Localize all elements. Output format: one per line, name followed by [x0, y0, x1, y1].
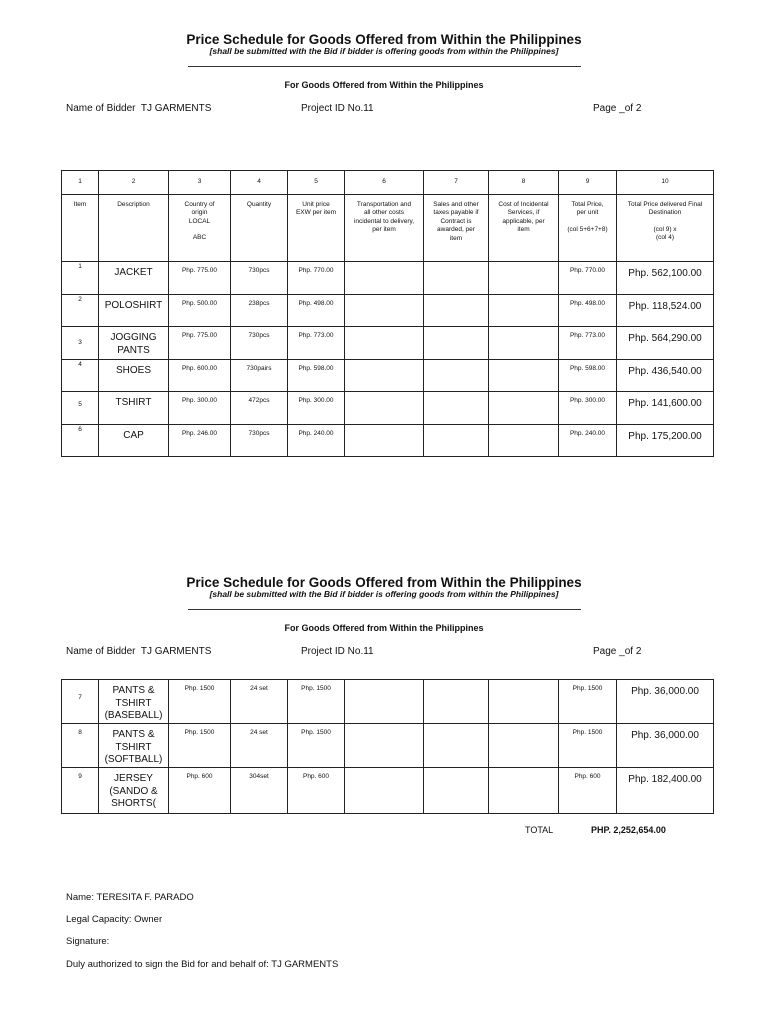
col-num: 7	[424, 171, 489, 195]
row-qty-cell	[231, 360, 288, 392]
header-description	[99, 195, 169, 262]
header-taxes-line: Contract is	[440, 217, 472, 225]
row-abc: Php. 600	[186, 773, 213, 780]
row-total-unit-cell	[559, 425, 617, 457]
row-qty-cell	[231, 327, 288, 360]
column-header-row	[62, 195, 714, 262]
bidder-name-2	[66, 646, 211, 657]
row-description-line: SHORTS(	[111, 798, 156, 809]
section-heading: For Goods Offered from Within the Philippines	[284, 80, 484, 90]
table-row	[62, 392, 714, 425]
row-abc-cell	[169, 327, 231, 360]
header-taxes-line: taxes payable if	[433, 209, 479, 217]
header-incidental-line: item	[517, 226, 530, 234]
row-total-cell	[617, 680, 714, 724]
row-abc-cell	[169, 724, 231, 768]
row-abc: Php. 775.00	[181, 267, 218, 274]
table-row	[62, 327, 714, 360]
row-quantity: 472pcs	[248, 397, 270, 404]
row-total-unit-cell	[559, 680, 617, 724]
project-id: Project ID No.11	[301, 103, 374, 114]
row-item-cell	[62, 724, 99, 768]
row-abc-cell	[169, 392, 231, 425]
row-incidental-cell	[489, 360, 559, 392]
row-total-cell	[617, 724, 714, 768]
row-description-line: POLOSHIRT	[104, 300, 163, 311]
column-number-row	[62, 171, 714, 195]
row-incidental-cell	[489, 425, 559, 457]
header-item-text: Item	[73, 201, 87, 208]
row-unit-cell	[288, 425, 345, 457]
row-unit-cell	[288, 392, 345, 425]
header-taxes	[424, 195, 489, 262]
col-num: 1	[62, 171, 99, 195]
header-total-delivered-formula: (col 4)	[655, 234, 675, 242]
page-number-2: Page _of 2	[593, 646, 642, 657]
table-row	[62, 360, 714, 392]
row-item: 1	[78, 263, 82, 270]
row-total-unit: Php. 770.00	[569, 267, 606, 274]
row-description-cell	[99, 360, 169, 392]
row-unit-price: Php. 1500	[301, 729, 331, 736]
page-title-2: Price Schedule for Goods Offered from Within the Philippines	[186, 575, 582, 590]
row-unit-price: Php. 1500	[301, 685, 331, 692]
header-total-unit-line: Total Price,	[571, 201, 604, 208]
row-total-unit: Php. 240.00	[569, 430, 606, 437]
signature-line: Signature:	[66, 936, 110, 947]
row-incidental-cell	[489, 680, 559, 724]
row-description-cell	[99, 425, 169, 457]
header-taxes-line: item	[449, 234, 463, 242]
row-total-cell	[617, 768, 714, 814]
row-total-delivered: Php. 562,100.00	[628, 268, 702, 279]
row-unit-price: Php. 600	[302, 773, 330, 780]
row-total-cell	[617, 262, 714, 295]
row-total-unit-cell	[559, 360, 617, 392]
page-subtitle: [shall be submitted with the Bid if bidder is offering goods from within the Philippines]	[209, 46, 559, 56]
row-transport-cell	[345, 262, 424, 295]
header-item	[62, 195, 99, 262]
row-total-unit: Php. 598.00	[569, 365, 606, 372]
col-num: 4	[231, 171, 288, 195]
row-taxes-cell	[424, 680, 489, 724]
row-quantity: 24 set	[250, 685, 268, 692]
row-unit-cell	[288, 262, 345, 295]
row-total-cell	[617, 425, 714, 457]
row-description-line: SHOES	[115, 365, 151, 376]
header-taxes-line: Sales and other	[433, 201, 479, 208]
grand-total: PHP. 2,252,654.00	[591, 825, 666, 835]
row-quantity: 730pairs	[246, 365, 272, 372]
row-qty-cell	[231, 724, 288, 768]
table-row	[62, 262, 714, 295]
row-transport-cell	[345, 425, 424, 457]
row-unit-price: Php. 240.00	[298, 430, 334, 437]
page-subtitle-2: [shall be submitted with the Bid if bidder is offering goods from within the Philippines]	[209, 589, 559, 599]
row-item: 2	[78, 296, 82, 303]
row-unit-price: Php. 773.00	[298, 332, 334, 339]
page-title: Price Schedule for Goods Offered from Within the Philippines	[186, 32, 582, 47]
row-abc-cell	[169, 262, 231, 295]
row-description-line: PANTS	[117, 344, 150, 356]
row-qty-cell	[231, 425, 288, 457]
header-description-text: Description	[117, 201, 150, 208]
row-total-unit-cell	[559, 295, 617, 327]
row-description-cell	[99, 327, 169, 360]
row-qty-cell	[231, 392, 288, 425]
row-total-delivered: Php. 175,200.00	[628, 431, 702, 442]
header-incidental	[489, 195, 559, 262]
row-total-unit-cell	[559, 392, 617, 425]
row-taxes-cell	[424, 425, 489, 457]
header-total-delivered-line: Destination	[648, 209, 682, 217]
row-transport-cell	[345, 327, 424, 360]
title-divider	[188, 66, 581, 67]
row-incidental-cell	[489, 262, 559, 295]
row-taxes-cell	[424, 724, 489, 768]
row-total-delivered: Php. 118,524.00	[628, 301, 702, 312]
title-divider-2	[188, 609, 581, 610]
row-item-cell	[62, 262, 99, 295]
row-item: 5	[78, 401, 82, 408]
row-description-cell	[99, 680, 169, 724]
row-abc-cell	[169, 768, 231, 814]
col-num: 10	[617, 171, 714, 195]
row-description-cell	[99, 768, 169, 814]
table-row	[62, 724, 714, 768]
header-unit-price-line: EXW per item	[295, 209, 337, 217]
row-total-unit-cell	[559, 327, 617, 360]
row-incidental-cell	[489, 392, 559, 425]
header-quantity-text: Quantity	[246, 201, 272, 208]
row-total-delivered: Php. 564,290.00	[628, 333, 702, 344]
price-schedule-table-2	[61, 679, 714, 814]
bidder-name	[66, 103, 211, 114]
row-item: 8	[78, 729, 82, 736]
row-unit-cell	[288, 327, 345, 360]
row-total-delivered: Php. 182,400.00	[628, 774, 702, 785]
total-label: TOTAL	[525, 825, 554, 835]
row-total-cell	[617, 392, 714, 425]
row-item: 3	[78, 339, 82, 346]
row-description-line: (SOFTBALL)	[104, 754, 163, 765]
row-description-line: TSHIRT	[115, 397, 152, 408]
authorization-statement: Duly authorized to sign the Bid for and behalf of: TJ GARMENTS	[66, 959, 339, 970]
row-total-delivered: Php. 436,540.00	[628, 366, 702, 377]
col-num: 5	[288, 171, 345, 195]
row-unit-price: Php. 598.00	[298, 365, 334, 372]
table-row	[62, 425, 714, 457]
row-description-cell	[99, 295, 169, 327]
row-total-unit: Php. 300.00	[569, 397, 606, 404]
row-total-delivered: Php. 36,000.00	[631, 686, 699, 697]
table-row	[62, 680, 714, 724]
row-taxes-cell	[424, 295, 489, 327]
row-total-unit: Php. 773.00	[569, 332, 606, 339]
row-description-cell	[99, 392, 169, 425]
row-total-delivered: Php. 141,600.00	[628, 398, 702, 409]
row-transport-cell	[345, 724, 424, 768]
header-total-unit	[559, 195, 617, 262]
row-description-cell	[99, 262, 169, 295]
row-unit-cell	[288, 680, 345, 724]
row-description-line: JOGGING	[110, 332, 157, 343]
row-quantity: 24 set	[250, 729, 268, 736]
row-quantity: 730pcs	[248, 430, 270, 437]
bidder-value: TJ GARMENTS	[140, 646, 212, 657]
row-description-line: PANTS &	[112, 729, 155, 740]
row-total-unit-cell	[559, 262, 617, 295]
row-unit-cell	[288, 295, 345, 327]
row-incidental-cell	[489, 768, 559, 814]
row-description-line: TSHIRT	[115, 697, 152, 709]
row-qty-cell	[231, 295, 288, 327]
row-total-unit: Php. 1500	[572, 729, 603, 736]
row-abc-cell	[169, 425, 231, 457]
row-incidental-cell	[489, 295, 559, 327]
row-transport-cell	[345, 295, 424, 327]
col-num: 8	[489, 171, 559, 195]
header-total-delivered-line: Total Price delivered Final	[627, 201, 703, 208]
row-item-cell	[62, 768, 99, 814]
col-num: 6	[345, 171, 424, 195]
row-incidental-cell	[489, 327, 559, 360]
signatory-capacity: Legal Capacity: Owner	[66, 914, 163, 925]
row-description-line: (BASEBALL)	[104, 710, 163, 721]
row-quantity: 304set	[249, 773, 269, 780]
header-taxes-line: awarded, per	[437, 226, 475, 234]
row-quantity: 238pcs	[248, 300, 270, 307]
header-quantity	[231, 195, 288, 262]
header-transport-line: Transportation and	[356, 201, 412, 208]
row-transport-cell	[345, 360, 424, 392]
row-taxes-cell	[424, 262, 489, 295]
row-unit-cell	[288, 768, 345, 814]
bidder-label: Name of Bidder	[66, 103, 136, 114]
row-item-cell	[62, 360, 99, 392]
row-unit-cell	[288, 360, 345, 392]
row-abc-cell	[169, 295, 231, 327]
price-schedule-table	[61, 170, 714, 457]
row-total-unit-cell	[559, 768, 617, 814]
bidder-label: Name of Bidder	[66, 646, 136, 657]
row-description-line: JACKET	[114, 267, 153, 278]
row-unit-price: Php. 498.00	[298, 300, 334, 307]
row-transport-cell	[345, 392, 424, 425]
row-qty-cell	[231, 768, 288, 814]
row-quantity: 730pcs	[248, 267, 270, 274]
header-transportation	[345, 195, 424, 262]
row-item-cell	[62, 392, 99, 425]
header-abc: ABC	[192, 234, 207, 242]
row-total-unit: Php. 600	[574, 773, 601, 780]
row-description-line: (SANDO &	[109, 785, 158, 797]
row-description-line: PANTS &	[112, 685, 155, 696]
row-item-cell	[62, 680, 99, 724]
header-total-delivered	[617, 195, 714, 262]
row-description-line: CAP	[123, 430, 144, 441]
row-total-cell	[617, 327, 714, 360]
row-abc: Php. 775.00	[181, 332, 218, 339]
header-transport-line: all other costs	[363, 209, 405, 217]
row-transport-cell	[345, 768, 424, 814]
row-qty-cell	[231, 680, 288, 724]
row-description-line: TSHIRT	[115, 741, 152, 753]
row-taxes-cell	[424, 392, 489, 425]
row-unit-price: Php. 770.00	[298, 267, 334, 274]
row-unit-cell	[288, 724, 345, 768]
row-item: 6	[78, 426, 82, 433]
row-item-cell	[62, 327, 99, 360]
header-transport-line: per item	[372, 226, 396, 234]
row-description-cell	[99, 724, 169, 768]
row-total-unit: Php. 498.00	[569, 300, 606, 307]
header-transport-line: incidental to delivery,	[353, 217, 415, 225]
row-abc: Php. 500.00	[181, 300, 218, 307]
row-quantity: 730pcs	[248, 332, 270, 339]
row-item-cell	[62, 425, 99, 457]
row-item: 9	[78, 773, 82, 780]
header-unit-price-line: Unit price	[302, 201, 330, 208]
table-row	[62, 295, 714, 327]
header-total-delivered-formula: (col 9) x	[653, 225, 677, 233]
header-total-unit-formula: (col 5+6+7+8)	[567, 225, 608, 233]
row-taxes-cell	[424, 360, 489, 392]
row-abc: Php. 300.00	[181, 397, 218, 404]
row-taxes-cell	[424, 768, 489, 814]
row-abc-cell	[169, 360, 231, 392]
col-num: 9	[559, 171, 617, 195]
header-country-line: origin	[191, 209, 208, 217]
header-incidental-line: Services, if	[507, 209, 540, 217]
row-total-cell	[617, 295, 714, 327]
row-item: 4	[78, 361, 82, 368]
row-item-cell	[62, 295, 99, 327]
section-heading-2: For Goods Offered from Within the Philippines	[284, 623, 484, 633]
row-abc: Php. 600.00	[181, 365, 218, 372]
row-abc-cell	[169, 680, 231, 724]
row-total-cell	[617, 360, 714, 392]
row-total-delivered: Php. 36,000.00	[631, 730, 699, 741]
header-incidental-line: applicable, per	[502, 217, 545, 225]
row-qty-cell	[231, 262, 288, 295]
row-unit-price: Php. 300.00	[298, 397, 334, 404]
header-incidental-line: Cost of Incidental	[498, 201, 549, 208]
bidder-value: TJ GARMENTS	[140, 103, 212, 114]
row-abc: Php. 1500	[184, 729, 215, 736]
col-num: 2	[99, 171, 169, 195]
project-id-2: Project ID No.11	[301, 646, 374, 657]
table-row	[62, 768, 714, 814]
header-country-line: LOCAL	[188, 217, 211, 225]
row-incidental-cell	[489, 724, 559, 768]
header-total-unit-line: per unit	[576, 209, 599, 217]
row-total-unit-cell	[559, 724, 617, 768]
header-unit-price	[288, 195, 345, 262]
header-country-line: Country of	[184, 201, 215, 208]
row-abc: Php. 246.00	[181, 430, 218, 437]
row-abc: Php. 1500	[184, 685, 215, 692]
row-item: 7	[78, 694, 82, 701]
signatory-name: Name: TERESITA F. PARADO	[66, 892, 194, 903]
row-transport-cell	[345, 680, 424, 724]
header-country	[169, 195, 231, 262]
page-number: Page _of 2	[593, 103, 642, 114]
col-num: 3	[169, 171, 231, 195]
row-description-line: JERSEY	[114, 773, 153, 784]
row-taxes-cell	[424, 327, 489, 360]
row-total-unit: Php. 1500	[572, 685, 603, 692]
